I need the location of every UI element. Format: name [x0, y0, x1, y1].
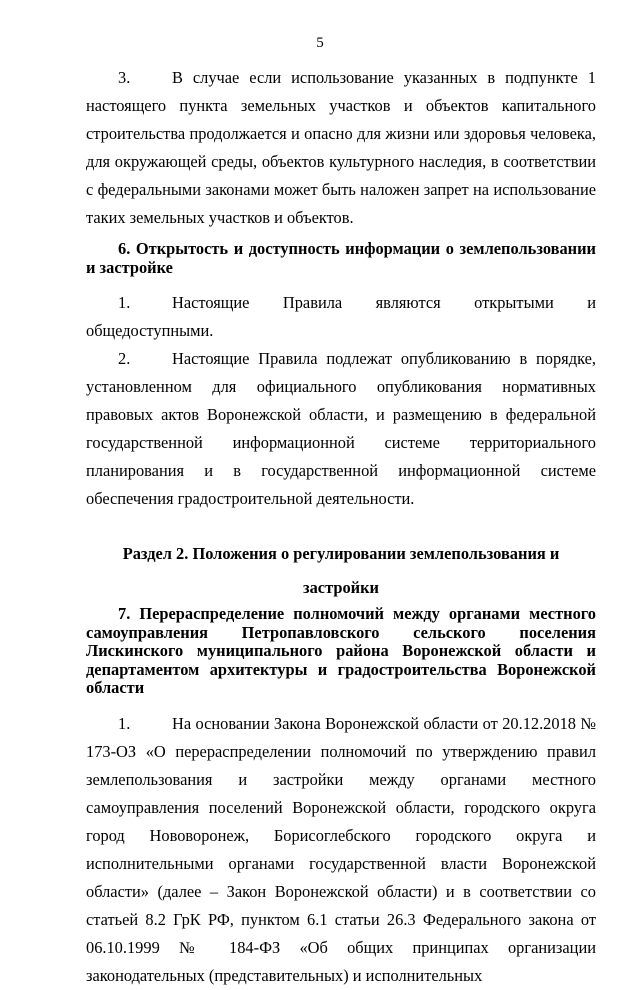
paragraph-item-3 [86, 64, 596, 232]
item-text: На основании Закона Воронежской области от 20.12.2018 № 173-ОЗ «О перераспределении полномочий по утверждению правил землепользования и застройки между органами местного самоуправления поселений Воронежской области, городского округа город Нововоронеж, Борисоглебского городского округа и исполнительными органами государственной власти Воронежской области» (далее – Закон Воронежской области) и в соответствии со статьей 8.2 ГрК РФ, пунктом 6.1 статьи 26.3 Федерального закона от 06.10.1999 № 184-ФЗ «Об общих принципах организации законодательных (представительных) и исполнительных [86, 713, 596, 985]
item-number: 1. [118, 713, 131, 733]
heading-article-6: 6. Открытость и доступность информации о землепользовании и застройке [86, 239, 596, 277]
heading-article-7: 7. Перераспределение полномочий между органами местного самоуправления Петропавловского сельского поселения Лискинского муниципального района Воронежской области и департаментом архитектуры и градостроительства Воронежской области [86, 604, 596, 697]
paragraph-7-1 [86, 710, 596, 990]
item-number: 2. [118, 349, 131, 368]
page-number: 5 [316, 35, 324, 51]
paragraph-6-1 [86, 289, 596, 345]
section-2-title-line-1: Раздел 2. Положения о регулировании землепользования и [122, 544, 560, 563]
paragraph-6-2 [86, 345, 596, 513]
item-number: 3. [118, 68, 131, 87]
item-text: Настоящие Правила являются открытыми и общедоступными. [86, 293, 596, 340]
document-body [86, 64, 596, 990]
item-number: 1. [118, 293, 131, 312]
section-2-title-line-2: застройки [303, 578, 379, 597]
item-text: Настоящие Правила подлежат опубликованию в порядке, установленном для официального опубликования нормативных правовых актов Воронежской области, и размещению в федеральной государственной информационной системе территориального планирования и в государственной информационной системе обеспечения градостроительной деятельности. [86, 349, 596, 508]
item-text: В случае если использование указанных в подпункте 1 настоящего пункта земельных участков и объектов капитального строительства продолжается и опасно для жизни или здоровья человека, для окружающей среды, объектов культурного наследия, в соответствии с федеральными законами может быть наложен запрет на использование таких земельных участков и объектов. [86, 68, 596, 227]
